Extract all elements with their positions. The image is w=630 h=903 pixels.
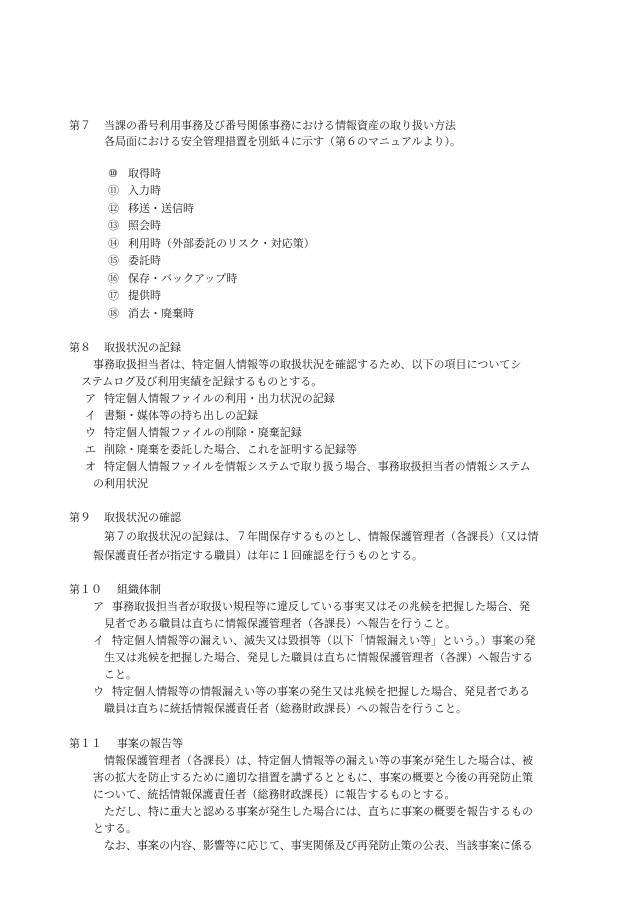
section-11-body-line: 害の拡大を防止するために適切な措置を講ずるとともに、事案の概要と今後の再発防止策 [93,771,533,784]
section-10-number: 第１０ [69,583,102,596]
list-item-number: ⑰ [108,289,119,302]
section-9-number: 第９ [69,511,91,524]
list-item-number: エ [85,443,96,456]
section-7-intro: 各局面における安全管理措置を別紙４に示す（第６のマニュアルより）。 [104,135,462,148]
section-11-body-line: なお、事案の内容、影響等に応じて、事実関係及び再発防止策の公表、当該事案に係る [104,839,533,852]
list-item-text: 削除・廃棄を委託した場合、これを証明する記録等 [104,443,357,456]
list-item-text: 見者である職員は直ちに情報保護管理者（各課長）へ報告を行うこと。 [104,617,456,630]
list-item-text: 入力時 [128,184,161,197]
list-item-text: 特定個人情報ファイルを情報システムで取り扱う場合、事務取扱担当者の情報システム [104,460,531,473]
section-8-body-line: 事務取扱担当者は、特定個人情報等の取扱状況を確認するため、以下の項目についてシ [93,358,522,371]
list-item-number: ⑱ [108,307,119,320]
list-item-number: イ [93,634,104,647]
list-item-text: 移送・送信時 [128,202,194,215]
list-item-text: 特定個人情報等の情報漏えい等の事案の発生又は兆候を把握した場合、発見者である [112,685,530,698]
list-item-text: 特定個人情報等の漏えい、滅失又は毀損等（以下「情報漏えい等」という。）事案の発 [112,634,536,647]
section-7-title: 当課の番号利用事務及び番号関係事務における情報資産の取り扱い方法 [104,119,456,132]
list-item-text: 特定個人情報ファイルの利用・出力状況の記録 [104,392,335,405]
list-item-number: ウ [93,685,104,698]
list-item-number: ウ [85,426,96,439]
section-11-title: 事案の報告等 [117,737,183,750]
list-item-number: ⑫ [108,202,119,215]
list-item-number: ⑩ [108,167,118,180]
section-8-number: 第８ [69,341,91,354]
section-8-title: 取扱状況の記録 [104,341,181,354]
section-8-body-line: ステムログ及び利用実績を記録するものとする。 [81,375,323,388]
list-item-text: 取得時 [128,167,161,180]
list-item-text-continued: の利用状況 [93,477,148,490]
list-item-number: ⑬ [108,219,119,232]
list-item-text: 生又は兆候を把握した場合、発見した職員は直ちに情報保護管理者（各課）へ報告する [104,651,533,664]
section-11-body-line: について、統括情報保護責任者（総務財政課長）に報告するものとする。 [93,788,456,801]
list-item-text: こと。 [104,668,137,681]
section-11-body-line: ただし、特に重大と認める事案が発生した場合には、直ちに事案の概要を報告するもの [104,805,533,818]
list-item-text: 照会時 [128,219,161,232]
list-item-number: ⑭ [108,237,119,250]
section-9-body-line: 第７の取扱状況の記録は、７年間保存するものとし、情報保護管理者（各課長）（又は情 [104,530,539,543]
list-item-number: ア [85,392,96,405]
list-item-text: 書類・媒体等の持ち出しの記録 [104,409,258,422]
list-item-number: ア [93,600,104,613]
list-item-text: 特定個人情報ファイルの削除・廃棄記録 [104,426,302,439]
list-item-number: イ [85,409,96,422]
section-9-body-line: 報保護責任者が指定する職員）は年に１回確認を行うものとする。 [93,549,423,562]
section-9-title: 取扱状況の確認 [104,511,181,524]
list-item-text: 保存・バックアップ時 [128,272,238,285]
list-item-text: 提供時 [128,289,161,302]
list-item-number: オ [85,460,96,473]
section-10-title: 組織体制 [117,583,161,596]
section-11-body-line: 情報保護管理者（各課長）は、特定個人情報等の漏えい等の事案が発生した場合は、被 [104,754,533,767]
list-item-number: ⑯ [108,272,119,285]
list-item-number: ⑮ [108,254,119,267]
list-item-text: 消去・廃棄時 [128,307,194,320]
section-7-number: 第７ [69,119,91,132]
list-item-text: 委託時 [128,254,161,267]
list-item-number: ⑪ [108,184,119,197]
list-item-text: 事務取扱担当者が取扱い規程等に違反している事実又はその兆候を把握した場合、発 [112,600,530,613]
section-11-body-line: とする。 [93,822,137,835]
list-item-text: 利用時（外部委託のリスク・対応策） [128,237,315,250]
list-item-text: 職員は直ちに統括情報保護責任者（総務財政課長）への報告を行うこと。 [104,702,467,715]
section-11-number: 第１１ [69,737,102,750]
